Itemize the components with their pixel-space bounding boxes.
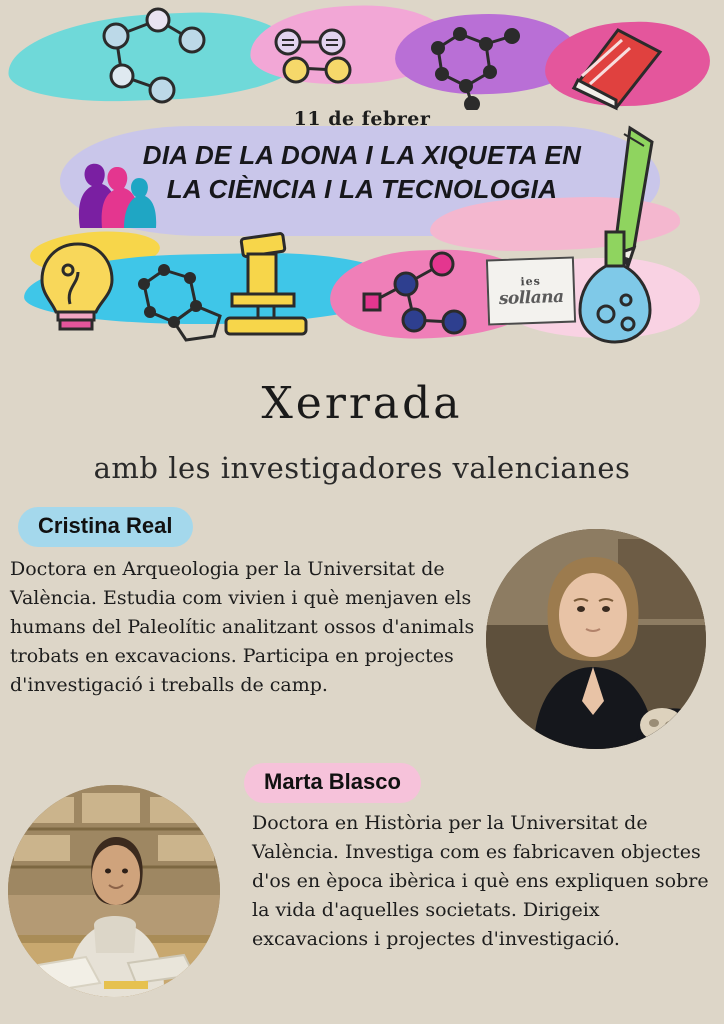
logo-main-text: sollana: [498, 286, 564, 309]
molecule-icon: [420, 20, 530, 110]
avatar: [8, 785, 220, 997]
speaker-name-wrap: [18, 507, 193, 547]
school-logo: [486, 256, 576, 325]
lightbulb-icon: [34, 238, 122, 338]
section-subheading: amb les investigadores valencianes: [93, 451, 631, 485]
poster-header: [0, 0, 724, 368]
poster-title-line1: DIA DE LA DONA I LA XIQUETA EN: [142, 140, 582, 170]
speaker-bio: Doctora en Arqueologia per la Universitat de València. Estudia com vivien i què menjaven els humans del Paleolític analitzant ossos d'animals trobats en excavacions. Participa en projectes d'investigació i treballs de camp.: [10, 558, 475, 696]
event-date: 11 de febrer: [293, 108, 431, 130]
poster-body: [0, 378, 724, 1023]
poster-title-line2: LA CIÈNCIA I LA TECNOLOGIA: [166, 174, 558, 205]
molecule-icon: [268, 22, 358, 92]
portrait-marta-blasco: [8, 785, 220, 997]
book-icon: [560, 18, 670, 113]
molecule-icon: [356, 248, 476, 344]
status-badge: Cristina Real: [18, 507, 193, 547]
molecule-icon: [88, 6, 218, 106]
microscope-icon: [212, 232, 322, 342]
avatar: [486, 529, 706, 749]
flask-icon: [572, 228, 662, 348]
section-heading: Xerrada: [261, 378, 463, 429]
portrait-cristina-real: [486, 529, 706, 749]
speaker-name-wrap: [244, 763, 421, 803]
speaker-card: [0, 507, 724, 757]
status-badge: Marta Blasco: [244, 763, 421, 803]
poster-title: [0, 138, 724, 207]
speaker-card: [0, 763, 724, 1023]
speaker-bio: Doctora en Història per la Universitat de València. Investiga com es fabricaven objectes d'os en època ibèrica i què ens expliquen sobre la vida d'aquelles societats. Dirigeix excavacions i projectes d'investigació.: [252, 812, 709, 950]
header-title-block: [0, 108, 724, 207]
logo-top-text: ies: [520, 274, 542, 288]
